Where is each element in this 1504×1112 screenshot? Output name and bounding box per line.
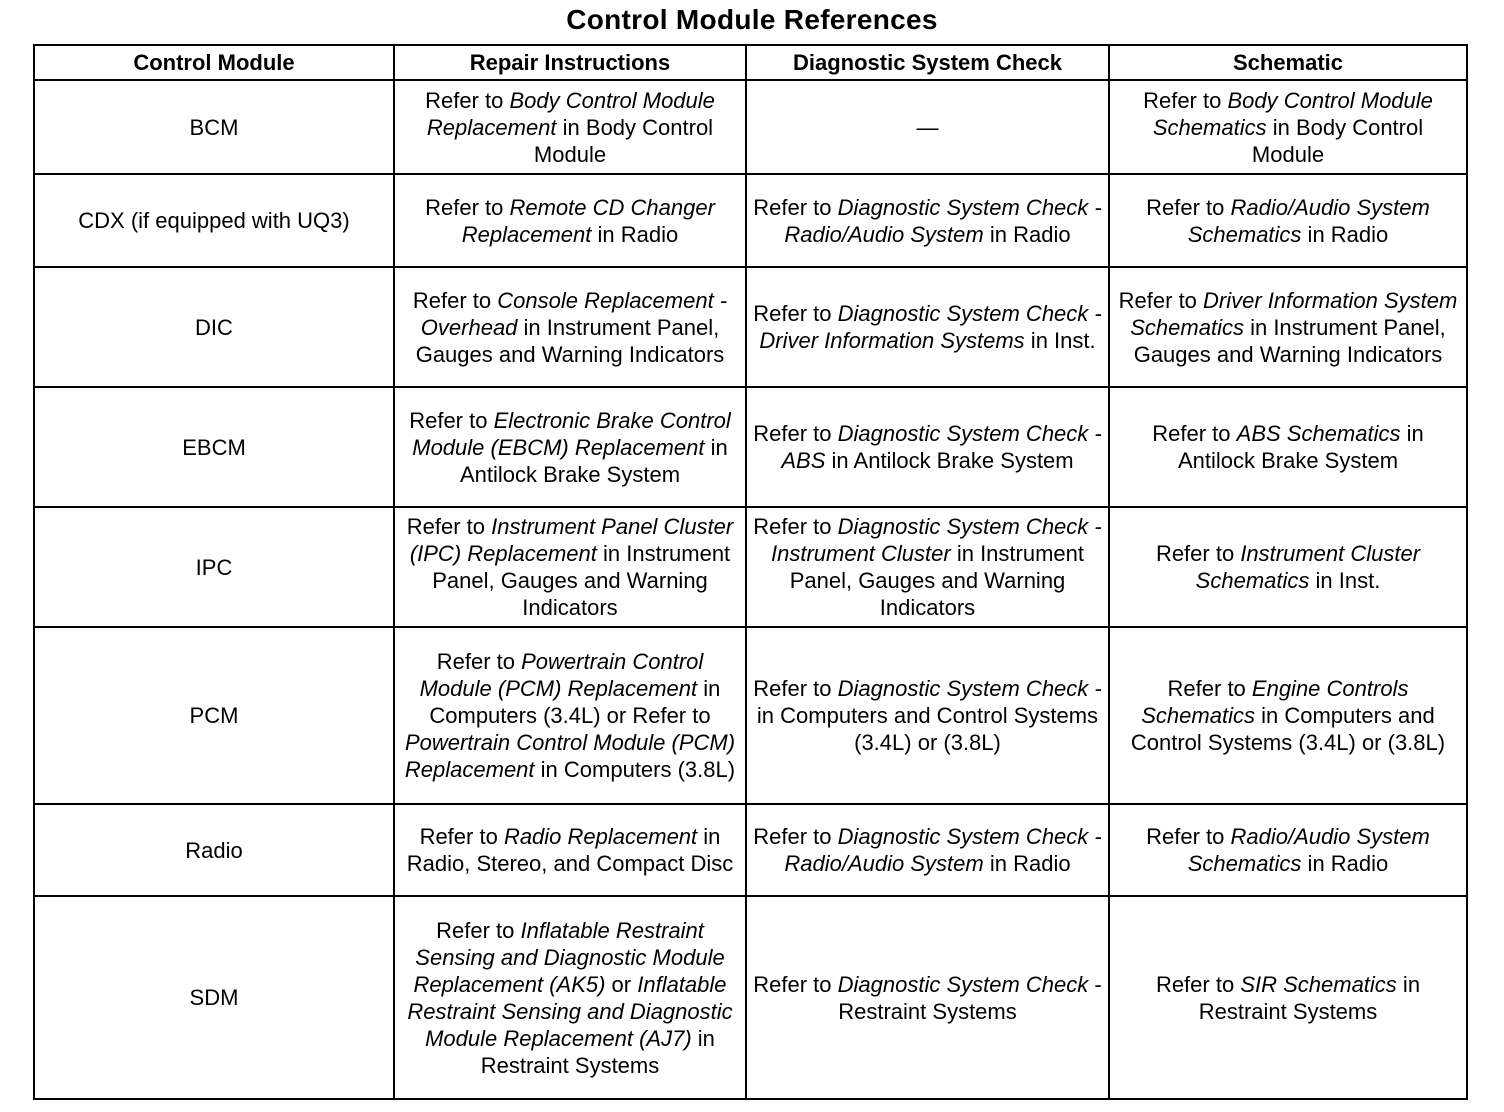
cell-repair-instructions bbox=[394, 80, 746, 174]
reference-text: in Instrument Panel, Gauges and Warning Indicators bbox=[432, 541, 731, 620]
cell-repair-instructions bbox=[394, 174, 746, 267]
cell-repair-instructions bbox=[394, 387, 746, 507]
reference-text: in Computers (3.8L) bbox=[534, 757, 736, 782]
reference-text: Refer to bbox=[1146, 824, 1231, 849]
table-row bbox=[34, 507, 1467, 627]
cell-diagnostic-system-check bbox=[746, 387, 1109, 507]
reference-text: Refer to bbox=[753, 824, 838, 849]
cell-repair-instructions bbox=[394, 804, 746, 896]
reference-text: Refer to bbox=[436, 649, 522, 674]
reference-text: in Inst. bbox=[1309, 568, 1381, 593]
reference-title: Body Control Module Replacement bbox=[426, 87, 715, 140]
cell-control-module: IPC bbox=[34, 507, 394, 627]
reference-title: Electronic Brake Control Module (EBCM) Replacement bbox=[412, 407, 731, 460]
reference-text: in Instrument Panel, Gauges and Warning Indicators bbox=[789, 541, 1084, 620]
reference-title: SIR Schematics bbox=[1240, 971, 1397, 997]
reference-text: Refer to bbox=[753, 971, 838, 997]
cell-repair-instructions bbox=[394, 507, 746, 627]
reference-text: Refer to bbox=[406, 514, 492, 539]
cell-control-module: EBCM bbox=[34, 387, 394, 507]
cell-schematic bbox=[1109, 80, 1467, 174]
reference-title: Instrument Panel Cluster (IPC) Replacement bbox=[409, 514, 734, 566]
reference-text: in Radio bbox=[591, 221, 679, 247]
reference-text: in Radio bbox=[1301, 851, 1389, 876]
reference-title: Inflatable Restraint Sensing and Diagnostic Module Replacement (AJ7) bbox=[407, 971, 733, 1051]
cell-repair-instructions bbox=[394, 267, 746, 387]
cell-control-module: CDX (if equipped with UQ3) bbox=[34, 174, 394, 267]
table-row bbox=[34, 804, 1467, 896]
header-control-module: Control Module bbox=[34, 45, 394, 80]
table-row bbox=[34, 80, 1467, 174]
reference-text: in Computers and Control Systems (3.4L) or (3.8L) bbox=[756, 703, 1099, 755]
cell-repair-instructions bbox=[394, 896, 746, 1099]
cell-diagnostic-system-check bbox=[746, 627, 1109, 804]
cell-schematic bbox=[1109, 174, 1467, 267]
reference-text: in Inst. bbox=[1024, 328, 1096, 353]
reference-text: Refer to bbox=[753, 301, 838, 326]
reference-text: Refer to bbox=[753, 676, 838, 701]
reference-text: in Radio bbox=[983, 851, 1071, 876]
cell-diagnostic-system-check bbox=[746, 174, 1109, 267]
reference-title: Powertrain Control Module (PCM) Replacement bbox=[419, 649, 704, 701]
reference-text: Refer to bbox=[753, 194, 838, 220]
cell-schematic bbox=[1109, 507, 1467, 627]
reference-text: in Antilock Brake System bbox=[459, 434, 728, 487]
reference-text: in Antilock Brake System bbox=[825, 448, 1074, 473]
reference-title: Powertrain Control Module (PCM) Replacement bbox=[404, 730, 736, 782]
reference-text: or bbox=[605, 971, 638, 997]
reference-title: Engine Controls Schematics bbox=[1141, 676, 1409, 728]
cell-schematic bbox=[1109, 896, 1467, 1099]
cell-diagnostic-system-check bbox=[746, 267, 1109, 387]
reference-text: Refer to bbox=[753, 514, 838, 539]
cell-control-module: SDM bbox=[34, 896, 394, 1099]
cell-schematic bbox=[1109, 627, 1467, 804]
reference-text: Refer to bbox=[1143, 87, 1228, 113]
table-row bbox=[34, 174, 1467, 267]
reference-text: Refer to bbox=[425, 194, 510, 220]
reference-text: — bbox=[916, 114, 939, 140]
reference-title: Diagnostic System Check bbox=[837, 971, 1089, 997]
reference-title: Radio/Audio System Schematics bbox=[1187, 194, 1430, 247]
reference-title: Diagnostic System Check - ABS bbox=[781, 421, 1102, 473]
cell-control-module: PCM bbox=[34, 627, 394, 804]
page-title: Control Module References bbox=[566, 4, 938, 35]
reference-text: Refer to bbox=[425, 87, 510, 113]
reference-text: Refer to bbox=[753, 421, 838, 446]
reference-title: Diagnostic System Check - Radio/Audio System bbox=[784, 824, 1102, 876]
cell-diagnostic-system-check bbox=[746, 804, 1109, 896]
header-diagnostic-system-check: Diagnostic System Check bbox=[746, 45, 1109, 80]
reference-text: in Antilock Brake System bbox=[1177, 421, 1424, 473]
table-row bbox=[34, 896, 1467, 1099]
cell-control-module: BCM bbox=[34, 80, 394, 174]
reference-text: in Radio, Stereo, and Compact Disc bbox=[406, 824, 734, 876]
reference-title: Diagnostic System Check - Instrument Cluster bbox=[770, 514, 1102, 566]
cell-diagnostic-system-check bbox=[746, 896, 1109, 1099]
reference-text: Refer to bbox=[1155, 541, 1241, 566]
cell-schematic bbox=[1109, 387, 1467, 507]
cell-control-module: DIC bbox=[34, 267, 394, 387]
reference-text: in Computers and Control Systems (3.4L) or (3.8L) bbox=[1130, 703, 1446, 755]
header-schematic: Schematic bbox=[1109, 45, 1467, 80]
cell-diagnostic-system-check bbox=[746, 80, 1109, 174]
reference-title: Diagnostic System Check - Radio/Audio System bbox=[784, 194, 1102, 247]
header-row bbox=[34, 45, 1467, 80]
header-repair-instructions: Repair Instructions bbox=[394, 45, 746, 80]
reference-title: ABS Schematics bbox=[1236, 421, 1401, 446]
reference-text: in Body Control Module bbox=[533, 114, 714, 167]
cell-schematic bbox=[1109, 804, 1467, 896]
control-module-table bbox=[33, 44, 1468, 1100]
cell-schematic bbox=[1109, 267, 1467, 387]
reference-title: Remote CD Changer Replacement bbox=[461, 194, 715, 247]
reference-title: Radio/Audio System Schematics bbox=[1187, 824, 1430, 876]
reference-text: Refer to bbox=[1152, 421, 1237, 446]
cell-diagnostic-system-check bbox=[746, 507, 1109, 627]
reference-text: in Restraint Systems bbox=[480, 1025, 715, 1078]
reference-title: Inflatable Restraint Sensing and Diagnostic Module Replacement (AK5) bbox=[413, 917, 725, 997]
reference-text: Refer to bbox=[1155, 971, 1241, 997]
cell-repair-instructions bbox=[394, 627, 746, 804]
reference-title: Console Replacement - Overhead bbox=[420, 287, 728, 340]
cell-control-module: Radio bbox=[34, 804, 394, 896]
reference-text: Refer to bbox=[409, 407, 494, 433]
reference-title: Diagnostic System Check - bbox=[837, 676, 1102, 701]
table-row bbox=[34, 627, 1467, 804]
reference-text: Refer to bbox=[436, 917, 521, 943]
reference-text: Refer to bbox=[1146, 194, 1231, 220]
reference-text: Refer to bbox=[1118, 287, 1204, 313]
reference-text: in Radio bbox=[1301, 221, 1389, 247]
reference-text: in Instrument Panel, Gauges and Warning Indicators bbox=[1133, 314, 1446, 367]
reference-text: Refer to bbox=[412, 287, 498, 313]
table-row bbox=[34, 267, 1467, 387]
reference-title: Instrument Cluster Schematics bbox=[1195, 541, 1421, 593]
reference-text: in Restraint Systems bbox=[1198, 971, 1421, 1024]
reference-text: Refer to bbox=[1167, 676, 1252, 701]
reference-title: Radio Replacement bbox=[503, 824, 698, 849]
reference-text: in Radio bbox=[983, 221, 1071, 247]
reference-title: Driver Information System Schematics bbox=[1130, 287, 1458, 340]
reference-title: Body Control Module Schematics bbox=[1152, 87, 1433, 140]
reference-text: Refer to bbox=[419, 824, 504, 849]
reference-text: - Restraint Systems bbox=[838, 971, 1102, 1024]
reference-title: Diagnostic System Check - Driver Information Systems bbox=[759, 301, 1102, 353]
reference-text: in Computers (3.4L) or Refer to bbox=[429, 676, 721, 728]
reference-text: in Instrument Panel, Gauges and Warning Indicators bbox=[415, 314, 725, 367]
table-row bbox=[34, 387, 1467, 507]
reference-text: in Body Control Module bbox=[1251, 114, 1424, 167]
